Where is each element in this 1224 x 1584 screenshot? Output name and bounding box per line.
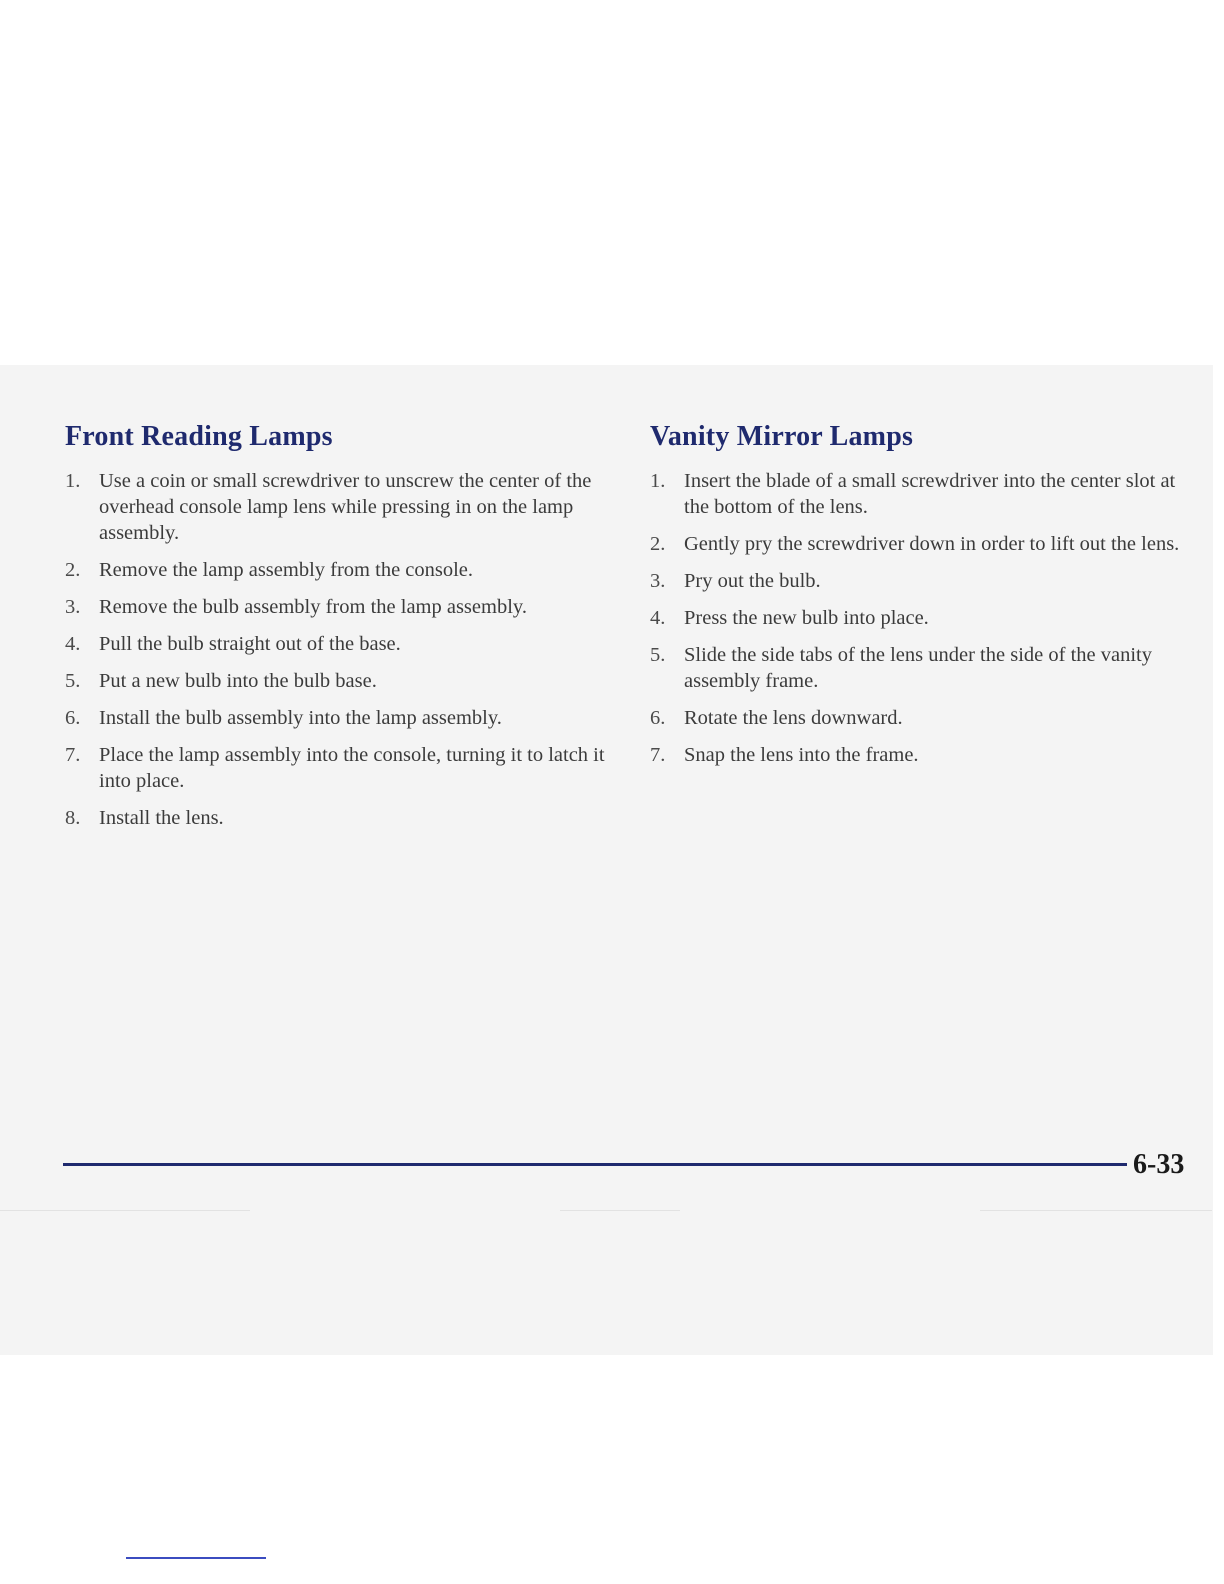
step-number: 7. (65, 744, 81, 766)
list-item (650, 568, 1195, 594)
step-number: 2. (65, 559, 81, 581)
step-text: Pry out the bulb. (684, 570, 821, 592)
step-number: 6. (65, 707, 81, 729)
list-item (65, 668, 610, 694)
step-text: Gently pry the screwdriver down in order to lift out the lens. (684, 533, 1180, 555)
divider (560, 1210, 680, 1211)
divider (0, 1210, 250, 1211)
step-number: 3. (65, 596, 81, 618)
list-item (650, 742, 1195, 768)
step-number: 6. (650, 707, 666, 729)
step-number: 2. (650, 533, 666, 555)
step-text: Press the new bulb into place. (684, 607, 929, 629)
step-number: 8. (65, 807, 81, 829)
step-text: Insert the blade of a small screwdriver into the center slot at the bottom of the lens. (684, 470, 1176, 518)
list-item (65, 468, 610, 546)
list-item (650, 468, 1195, 520)
list-item (650, 605, 1195, 631)
step-text: Install the bulb assembly into the lamp assembly. (99, 707, 502, 729)
bottom-underline (126, 1557, 266, 1559)
step-number: 4. (65, 633, 81, 655)
step-number: 7. (650, 744, 666, 766)
steps-list-vanity-mirror-lamps (650, 468, 1195, 768)
page-number: 6-33 (1133, 1149, 1185, 1180)
list-item (65, 805, 610, 831)
step-number: 5. (65, 670, 81, 692)
list-item (65, 705, 610, 731)
step-number: 3. (650, 570, 666, 592)
steps-list-front-reading-lamps (65, 468, 610, 831)
section-title-front-reading-lamps: Front Reading Lamps (65, 421, 333, 452)
front-reading-lamps-section (65, 418, 610, 842)
step-text: Slide the side tabs of the lens under the side of the vanity assembly frame. (684, 644, 1152, 692)
list-item (65, 594, 610, 620)
list-item (65, 631, 610, 657)
step-number: 1. (650, 470, 666, 492)
step-text: Snap the lens into the frame. (684, 744, 919, 766)
step-number: 5. (650, 644, 666, 666)
step-text: Remove the bulb assembly from the lamp assembly. (99, 596, 527, 618)
step-text: Rotate the lens downward. (684, 707, 903, 729)
step-text: Install the lens. (99, 807, 224, 829)
step-text: Place the lamp assembly into the console, turning it to latch it into place. (99, 744, 605, 792)
section-title-vanity-mirror-lamps: Vanity Mirror Lamps (650, 421, 914, 452)
step-text: Use a coin or small screwdriver to unscrew the center of the overhead console lamp lens while pressing in on the lamp assembly. (99, 470, 592, 544)
list-item (650, 531, 1195, 557)
list-item (650, 642, 1195, 694)
step-number: 4. (650, 607, 666, 629)
list-item (65, 557, 610, 583)
vanity-mirror-lamps-section (650, 418, 1195, 779)
step-number: 1. (65, 470, 81, 492)
divider (980, 1210, 1212, 1211)
step-text: Pull the bulb straight out of the base. (99, 633, 401, 655)
step-text: Put a new bulb into the bulb base. (99, 670, 377, 692)
step-text: Remove the lamp assembly from the console. (99, 559, 474, 581)
list-item (65, 742, 610, 794)
list-item (650, 705, 1195, 731)
footer-rule (63, 1163, 1127, 1166)
